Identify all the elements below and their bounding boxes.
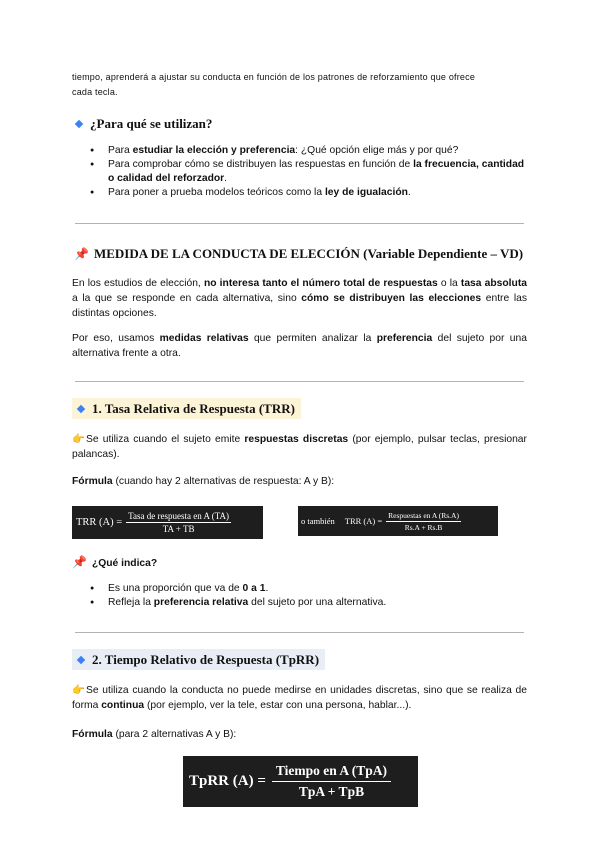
uses-heading: ¿Para qué se utilizan?	[74, 116, 212, 132]
measure-paragraph-1: En los estudios de elección, no interesa tanto el número total de respuestas o la tasa absoluta a la que se responde en cada alternativa, sino cómo se distribuyen las elecciones entre las distintas opciones.	[72, 278, 527, 319]
trr-use-paragraph: 👉Se utiliza cuando el sujeto emite respuestas discretas (por ejemplo, pulsar teclas, presionar palancas).	[72, 434, 527, 460]
tprr-heading: 2. Tiempo Relativo de Respuesta (TpRR)	[72, 652, 325, 668]
list-item: ● Refleja la preferencia relativa del sujeto por una alternativa.	[88, 596, 528, 610]
uses-list	[88, 144, 528, 200]
tprr-use-paragraph: 👉Se utiliza cuando la conducta no puede medirse en unidades discretas, sino que se realiza de forma continua (por ejemplo, ver la tele, estar con una persona, hablar...).	[72, 685, 527, 711]
trr-formula-2: o también TRR (A) = $\frac{\text{Respuestas en A (Rs.A)}}{Rs.A + Rs.B}$	[298, 506, 498, 536]
divider	[75, 632, 524, 633]
blue-diamond-icon	[77, 656, 85, 664]
trr-formula-label: Fórmula (cuando hay 2 alternativas de respuesta: A y B):	[72, 476, 335, 487]
divider	[75, 381, 524, 382]
blue-diamond-icon	[75, 120, 83, 128]
trr-heading: 1. Tasa Relativa de Respuesta (TRR)	[72, 401, 301, 417]
pointing-hand-icon: 👉	[72, 685, 85, 696]
measure-heading: 📌 MEDIDA DE LA CONDUCTA DE ELECCIÓN (Variable Dependiente – VD)	[74, 246, 524, 261]
list-item: ● Para poner a prueba modelos teóricos como la ley de igualación.	[88, 186, 528, 200]
trr-formula-1: TRR (A) = $\frac{\text{Tasa de respuesta en A (TA)}}{TA + TB}$	[72, 506, 263, 539]
blue-diamond-icon	[77, 405, 85, 413]
pushpin-icon: 📌	[72, 555, 87, 569]
list-item: ● Para estudiar la elección y preferencia: ¿Qué opción elige más y por qué?	[88, 144, 528, 158]
intro-line-1: tiempo, aprenderá a ajustar su conducta en función de los patrones de reforzamiento que ofrece	[72, 72, 476, 82]
divider	[75, 223, 524, 224]
intro-line-2: cada tecla.	[72, 87, 118, 97]
pushpin-icon: 📌	[74, 247, 89, 261]
pointing-hand-icon: 👉	[72, 434, 85, 445]
list-item: ● Es una proporción que va de 0 a 1.	[88, 582, 528, 596]
tprr-formula-label: Fórmula (para 2 alternativas A y B):	[72, 729, 237, 740]
indica-heading: 📌 ¿Qué indica?	[72, 555, 158, 569]
indica-list	[88, 582, 528, 610]
tprr-formula: TpRR (A) = $\frac{\text{Tiempo en A (TpA)}}{\text{TpA + TpB}}$	[183, 756, 418, 807]
intro-text	[72, 70, 532, 100]
measure-paragraph-2: Por eso, usamos medidas relativas que permiten analizar la preferencia del sujeto por una alternativa frente a otra.	[72, 333, 527, 359]
list-item: ● Para comprobar cómo se distribuyen las respuestas en función de la frecuencia, cantidad o calidad del reforzador.	[88, 158, 528, 186]
